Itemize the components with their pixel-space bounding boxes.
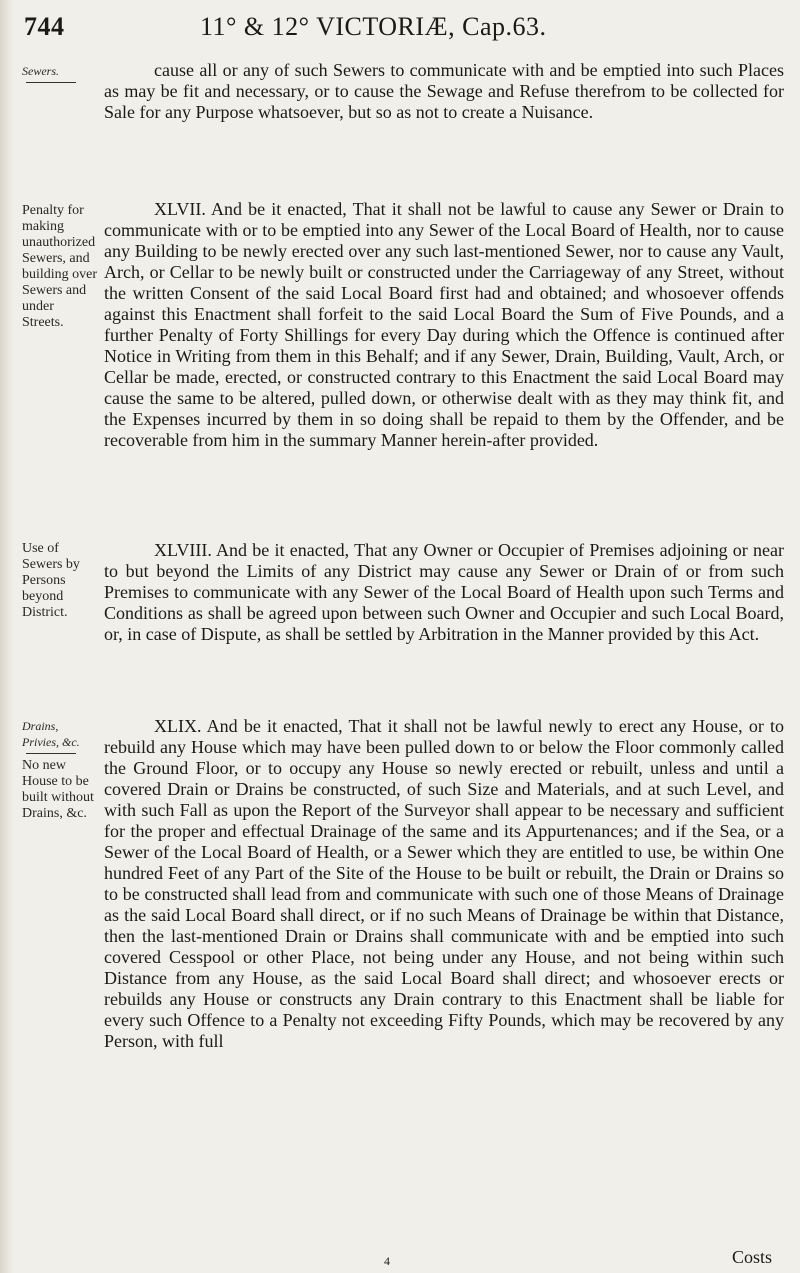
binding-edge (0, 0, 14, 1273)
margin-note-use-of-sewers: Use of Sewers by Persons beyond District. (22, 541, 80, 620)
section-47 (104, 199, 784, 451)
margin-divider (26, 82, 76, 83)
margin-note-drains (22, 718, 98, 822)
margin-note-sewers-text: Sewers. (22, 64, 59, 78)
section-48 (104, 540, 784, 645)
margin-note-penalty: Penalty for making unauthorized Sewers, and building over Sewers and under Streets. (22, 203, 98, 330)
margin-note-drains-heading: Drains, Privies, &c. (22, 719, 80, 749)
margin-note-sewers (22, 63, 98, 87)
paragraph-section-47: XLVII. And be it enacted, That it shall not be lawful to cause any Sewer or Drain to communicate with or to be emptied into any Sewer of the Local Board of Health, nor to cause any Building to be newly erected over any such last-mentioned Sewer, nor to cause any Vault, Arch, or Cellar to be newly built or constructed under the Carriageway of any Street, without the written Consent of the said Local Board first had and obtained; and whosoever offends against this Enactment shall forfeit to the said Local Board the Sum of Five Pounds, and a further Penalty of Forty Shillings for every Day during which the Offence is continued after Notice in Writing from them in this Behalf; and if any Sewer, Drain, Building, Vault, Arch, or Cellar be made, erected, or constructed contrary to this Enactment the said Local Board may cause the same to be altered, pulled down, or otherwise dealt with as they may think fit, and the Expenses incurred by them in so doing shall be repaid to them by the Offender, and be recoverable from him in the summary Manner herein-after provided. (104, 199, 784, 450)
section-49 (104, 716, 784, 1052)
margin-note-no-new-house: No new House to be built without Drains, &c. (22, 758, 94, 821)
section-continuation (104, 60, 784, 123)
paragraph-continuation: cause all or any of such Sewers to communicate with and be emptied into such Places as may be fit and necessary, or to cause the Sewage and Refuse therefrom to be collected for Sale for any Purpose whatsoever, but so as not to create a Nuisance. (104, 60, 784, 122)
margin-divider (26, 753, 76, 754)
running-head: 11° & 12° VICTORIÆ, Cap.63. (200, 12, 547, 41)
catchword: Costs (731, 1247, 772, 1267)
signature-mark: 4 (384, 1254, 390, 1268)
paragraph-section-48: XLVIII. And be it enacted, That any Owner or Occupier of Premises adjoining or near to but beyond the Limits of any District may cause any Sewer or Drain of or from such Premises to communicate with any Sewer of the Local Board of Health upon such Terms and Conditions as shall be agreed upon between such Owner and Occupier and such Local Board, or, in case of Dispute, as shall be settled by Arbitration in the Manner provided by this Act. (104, 540, 784, 644)
page-number: 744 (24, 12, 65, 41)
paragraph-section-49: XLIX. And be it enacted, That it shall not be lawful newly to erect any House, or to rebuild any House which may have been pulled down to or below the Floor commonly called the Ground Floor, or to occupy any House so newly erected or rebuilt, unless and until a covered Drain or Drains be constructed, of such Size and Materials, and at such Level, and with such Fall as upon the Report of the Surveyor shall appear to be necessary and sufficient for the proper and effectual Drainage of the same and its Appurtenances; and if the Sea, or a Sewer of the Local Board of Health, or a Sewer which they are entitled to use, be within One hundred Feet of any Part of the Site of the House to be built or rebuilt, the Drain or Drains so to be constructed shall lead from and communicate with such one of those Means of Drainage as the said Local Board shall direct, or if no such Means of Drainage be within that Distance, then the last-mentioned Drain or Drains shall communicate with and be emptied into such covered Cesspool or other Place, not being under any House, and not being within such Distance from any House, as the said Local Board shall direct; and whosoever erects or rebuilds any House or constructs any Drain contrary to this Enactment shall be liable for every such Offence to a Penalty not exceeding Fifty Pounds, which may be recovered by any Person, with full (104, 716, 784, 1051)
